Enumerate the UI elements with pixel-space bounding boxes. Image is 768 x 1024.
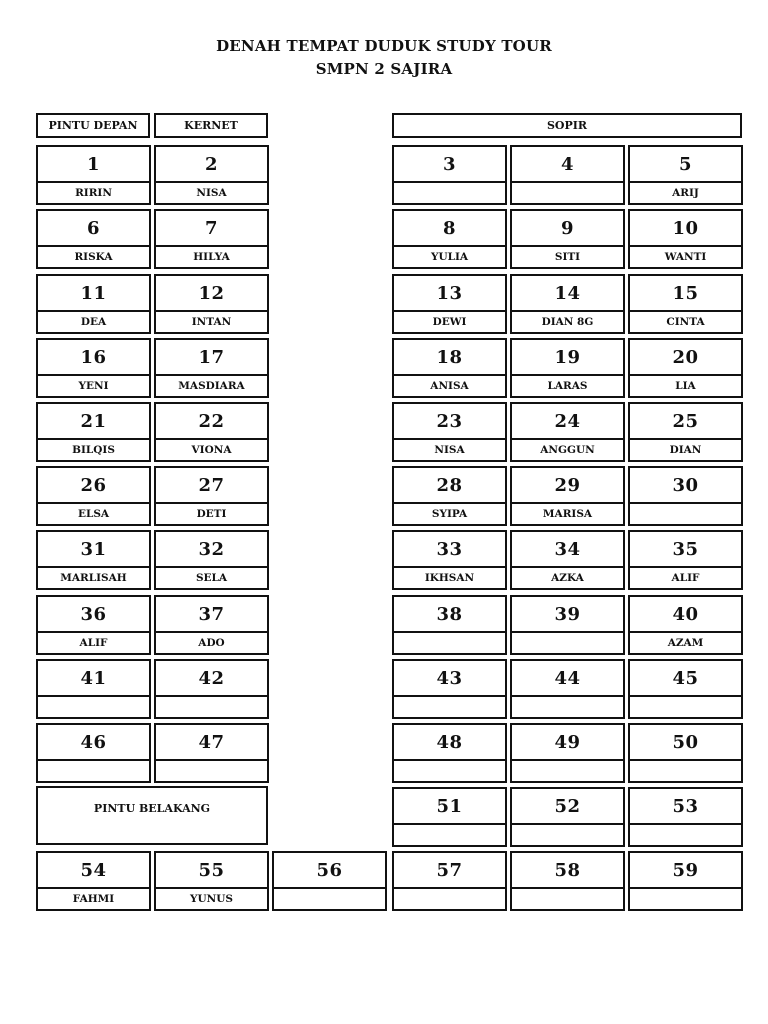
seat-41: [36, 659, 151, 719]
seat-number: 9: [560, 217, 575, 239]
seat-number: 6: [86, 217, 101, 239]
seat-number: 58: [554, 859, 581, 881]
passenger-name: YULIA: [430, 251, 469, 263]
passenger-name: [394, 889, 505, 909]
passenger-name: [394, 761, 505, 781]
seat-32: [154, 530, 269, 590]
passenger-name: ADO: [198, 637, 225, 649]
seat-40: [628, 595, 743, 655]
seat-number: 32: [198, 538, 225, 560]
seat-number: 48: [436, 731, 463, 753]
passenger-name: [394, 825, 505, 845]
seat-number: 13: [436, 282, 463, 304]
seat-14: [510, 274, 625, 334]
seat-number: 55: [198, 859, 225, 881]
passenger-name: [394, 697, 505, 717]
seat-number: 10: [672, 217, 699, 239]
seat-47: [154, 723, 269, 783]
seat-25: [628, 402, 743, 462]
seat-number: 23: [436, 410, 463, 432]
passenger-name: DETI: [196, 508, 227, 520]
driver-label: SOPIR: [392, 113, 742, 138]
seat-number: 40: [672, 603, 699, 625]
seat-number: 29: [554, 474, 581, 496]
seat-9: [510, 209, 625, 269]
seat-57: [392, 851, 507, 911]
seat-number: 16: [80, 346, 107, 368]
seat-59: [628, 851, 743, 911]
seat-number: 37: [198, 603, 225, 625]
passenger-name: [630, 697, 741, 717]
seat-23: [392, 402, 507, 462]
back-door-label: PINTU BELAKANG: [36, 786, 268, 845]
seat-number: 34: [554, 538, 581, 560]
seat-24: [510, 402, 625, 462]
seat-12: [154, 274, 269, 334]
seat-39: [510, 595, 625, 655]
seat-46: [36, 723, 151, 783]
seat-50: [628, 723, 743, 783]
seat-3: [392, 145, 507, 205]
passenger-name: [630, 761, 741, 781]
seat-34: [510, 530, 625, 590]
passenger-name: VIONA: [191, 444, 232, 456]
seat-number: 27: [198, 474, 225, 496]
passenger-name: DIAN: [669, 444, 702, 456]
seat-number: 59: [672, 859, 699, 881]
passenger-name: [274, 889, 385, 909]
seat-16: [36, 338, 151, 398]
seat-8: [392, 209, 507, 269]
seat-53: [628, 787, 743, 847]
passenger-name: [630, 889, 741, 909]
passenger-name: ALIF: [79, 637, 108, 649]
passenger-name: SYIPA: [431, 508, 468, 520]
passenger-name: [156, 697, 267, 717]
seat-36: [36, 595, 151, 655]
seat-35: [628, 530, 743, 590]
seat-30: [628, 466, 743, 526]
passenger-name: ANGGUN: [540, 444, 595, 456]
passenger-name: [38, 697, 149, 717]
seat-number: 8: [442, 217, 457, 239]
passenger-name: RISKA: [74, 251, 113, 263]
passenger-name: WANTI: [664, 251, 707, 263]
seat-45: [628, 659, 743, 719]
seat-number: 19: [554, 346, 581, 368]
seat-55: [154, 851, 269, 911]
seat-58: [510, 851, 625, 911]
seat-4: [510, 145, 625, 205]
passenger-name: SITI: [554, 251, 581, 263]
seat-number: 52: [554, 795, 581, 817]
passenger-name: HILYA: [193, 251, 230, 263]
seat-number: 4: [560, 153, 575, 175]
seat-number: 51: [436, 795, 463, 817]
seat-number: 22: [198, 410, 225, 432]
passenger-name: RIRIN: [75, 187, 112, 199]
school-name: SMPN 2 SAJIRA: [315, 60, 453, 78]
passenger-name: CINTA: [666, 316, 705, 328]
seat-20: [628, 338, 743, 398]
passenger-name: ARIJ: [672, 187, 699, 199]
seat-number: 35: [672, 538, 699, 560]
passenger-name: BILQIS: [72, 444, 115, 456]
passenger-name: YENI: [78, 380, 109, 392]
seat-number: 36: [80, 603, 107, 625]
seat-54: [36, 851, 151, 911]
passenger-name: [512, 183, 623, 203]
seat-number: 2: [204, 153, 219, 175]
seat-2: [154, 145, 269, 205]
seat-52: [510, 787, 625, 847]
passenger-name: [630, 504, 741, 524]
seat-17: [154, 338, 269, 398]
seat-28: [392, 466, 507, 526]
seat-number: 47: [198, 731, 225, 753]
seat-number: 50: [672, 731, 699, 753]
seat-26: [36, 466, 151, 526]
seat-number: 57: [436, 859, 463, 881]
passenger-name: MARISA: [542, 508, 593, 520]
seat-22: [154, 402, 269, 462]
passenger-name: [630, 825, 741, 845]
passenger-name: LARAS: [547, 380, 588, 392]
seat-19: [510, 338, 625, 398]
seat-number: 41: [80, 667, 107, 689]
passenger-name: [156, 761, 267, 781]
seat-number: 1: [86, 153, 101, 175]
seat-number: 46: [80, 731, 107, 753]
seat-42: [154, 659, 269, 719]
passenger-name: ELSA: [77, 508, 110, 520]
seat-number: 30: [672, 474, 699, 496]
seat-number: 21: [80, 410, 107, 432]
seat-6: [36, 209, 151, 269]
passenger-name: [512, 889, 623, 909]
passenger-name: [512, 697, 623, 717]
seat-13: [392, 274, 507, 334]
seat-number: 26: [80, 474, 107, 496]
seat-number: 42: [198, 667, 225, 689]
seat-number: 53: [672, 795, 699, 817]
seat-number: 28: [436, 474, 463, 496]
passenger-name: [394, 183, 505, 203]
seat-5: [628, 145, 743, 205]
passenger-name: SELA: [195, 572, 228, 584]
seat-number: 15: [672, 282, 699, 304]
seat-number: 7: [204, 217, 219, 239]
passenger-name: ANISA: [430, 380, 469, 392]
seat-number: 25: [672, 410, 699, 432]
passenger-name: [512, 761, 623, 781]
seat-number: 31: [80, 538, 107, 560]
passenger-name: DIAN 8G: [541, 316, 594, 328]
seat-56: [272, 851, 387, 911]
passenger-name: FAHMI: [72, 893, 115, 905]
seat-27: [154, 466, 269, 526]
seat-number: 33: [436, 538, 463, 560]
passenger-name: AZKA: [551, 572, 584, 584]
passenger-name: NISA: [196, 187, 227, 199]
passenger-name: [512, 825, 623, 845]
seat-number: 38: [436, 603, 463, 625]
passenger-name: [38, 761, 149, 781]
passenger-name: AZAM: [667, 637, 704, 649]
seat-29: [510, 466, 625, 526]
seat-44: [510, 659, 625, 719]
seat-number: 5: [678, 153, 693, 175]
seat-number: 14: [554, 282, 581, 304]
passenger-name: NISA: [434, 444, 465, 456]
seat-1: [36, 145, 151, 205]
passenger-name: MARLISAH: [60, 572, 127, 584]
seat-number: 24: [554, 410, 581, 432]
document-title: DENAH TEMPAT DUDUK STUDY TOUR: [216, 37, 552, 55]
seat-49: [510, 723, 625, 783]
seat-number: 44: [554, 667, 581, 689]
passenger-name: INTAN: [191, 316, 232, 328]
passenger-name: DEWI: [432, 316, 467, 328]
seat-number: 45: [672, 667, 699, 689]
seat-43: [392, 659, 507, 719]
seat-number: 18: [436, 346, 463, 368]
passenger-name: [512, 633, 623, 653]
seat-number: 39: [554, 603, 581, 625]
seat-33: [392, 530, 507, 590]
passenger-name: [394, 633, 505, 653]
seat-number: 3: [442, 153, 457, 175]
seat-number: 12: [198, 282, 225, 304]
passenger-name: LIA: [675, 380, 696, 392]
seat-number: 49: [554, 731, 581, 753]
seat-number: 11: [80, 282, 107, 304]
seat-number: 43: [436, 667, 463, 689]
seat-38: [392, 595, 507, 655]
passenger-name: DEA: [80, 316, 107, 328]
seat-51: [392, 787, 507, 847]
seat-31: [36, 530, 151, 590]
seat-number: 17: [198, 346, 225, 368]
conductor-label: KERNET: [154, 113, 268, 138]
seat-18: [392, 338, 507, 398]
seat-15: [628, 274, 743, 334]
seat-21: [36, 402, 151, 462]
passenger-name: MASDIARA: [178, 380, 245, 392]
seat-number: 54: [80, 859, 107, 881]
seat-11: [36, 274, 151, 334]
seat-number: 20: [672, 346, 699, 368]
passenger-name: YUNUS: [190, 893, 233, 905]
seat-10: [628, 209, 743, 269]
seat-7: [154, 209, 269, 269]
seat-48: [392, 723, 507, 783]
passenger-name: ALIF: [671, 572, 700, 584]
passenger-name: IKHSAN: [424, 572, 475, 584]
seat-number: 56: [316, 859, 343, 881]
seat-37: [154, 595, 269, 655]
front-door-label: PINTU DEPAN: [36, 113, 150, 138]
